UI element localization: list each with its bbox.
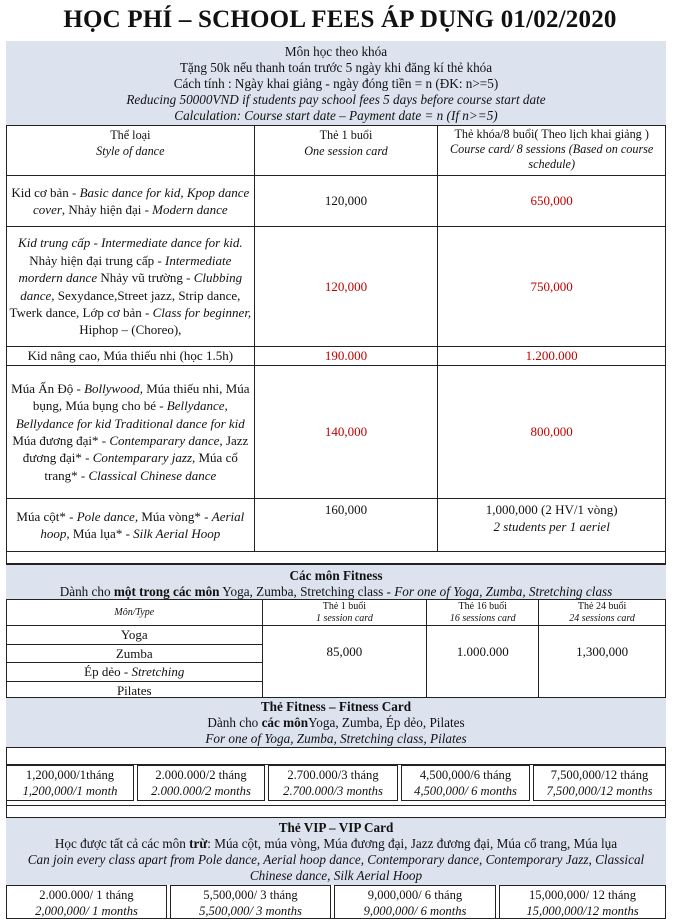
fitness-card-header [6, 697, 666, 747]
table-row [7, 176, 666, 227]
option-price-en: 2.000.000/2 months [151, 783, 251, 798]
style-text: Basic dance for kid, Kpop dance cover [33, 184, 250, 217]
style-header-en: Style of dance [96, 144, 165, 158]
style-text: Clubbing dance, [20, 270, 243, 303]
calculation-vi: Cách tính : Ngày khai giảng - ngày đóng tiền = n (ĐK: n>=5) [173, 76, 499, 91]
fitness-title: Các môn Fitness [289, 568, 383, 583]
fitness-card-title: Thẻ Fitness – Fitness Card [260, 699, 412, 714]
style-cell [7, 227, 255, 347]
single-header-en: One session card [304, 144, 388, 158]
fitness-subtitle [6, 584, 666, 600]
fitness-card-option [533, 765, 666, 801]
fitness-price: 85,000 [262, 626, 427, 700]
option-price-en: 4,500,000/ 6 months [414, 783, 517, 798]
course-price: 800,000 [438, 366, 666, 499]
col-en: 24 sessions card [569, 612, 635, 624]
option-price-en: 1,200,000/1 month [22, 783, 118, 798]
style-text: Aerial hoop, [40, 508, 245, 541]
style-text: Múa cổ trang* - [44, 450, 238, 483]
col-en: 16 sessions card [449, 612, 516, 624]
option-price-vi: 7,500,000/12 tháng [550, 768, 649, 782]
calculation-en: Calculation: Course start date – Payment date = n (If n>=5) [174, 108, 498, 123]
style-text: Múa thiếu nhi, Múa bụng, Múa bụng cho bé - [32, 380, 250, 414]
course-card-header-vi: Thẻ khóa/8 buổi( Theo lịch khai giảng ) [454, 127, 649, 141]
fitness-header [6, 564, 666, 599]
option-price-vi: 15,000,000/ 12 tháng [528, 888, 637, 902]
fitness-card-line2: For one of Yoga, Zumba, Stretching class, Pilates [205, 731, 467, 746]
divider [6, 747, 666, 748]
table-row [7, 499, 666, 552]
vip-title: Thẻ VIP – VIP Card [278, 820, 394, 835]
fitness-price-table [6, 599, 666, 700]
single-header-vi: Thẻ 1 buổi [319, 128, 373, 142]
single-price: 160,000 [254, 499, 438, 552]
style-cell [7, 176, 255, 227]
style-text: Múa Ấn Độ - [11, 380, 85, 396]
divider [6, 805, 666, 806]
style-text: Intermediate mordern dance [18, 252, 232, 286]
course-table-header [7, 126, 666, 176]
style-cell [7, 347, 255, 366]
fitness-col-header [539, 600, 666, 626]
option-price-vi: 9,000,000/ 6 tháng [367, 888, 463, 902]
option-price-vi: 5,500,000/ 3 tháng [203, 888, 298, 902]
page-title: HỌC PHÍ – SCHOOL FEES ÁP DỤNG 01/02/2020 [63, 6, 617, 33]
style-text: Nhảy vũ trường - [97, 270, 194, 286]
style-text: Hiphop – (Choreo), [79, 322, 182, 338]
single-price: 120,000 [254, 176, 438, 227]
fitness-sub-b: một trong các môn [113, 584, 220, 599]
course-price: 650,000 [438, 176, 666, 227]
style-text: Múa đương đại* - [12, 433, 110, 448]
fitness-card-line1 [6, 715, 666, 731]
style-text: Múa cột* - [16, 508, 77, 524]
style-text: Sexydance,Street jazz, Strip dance, Twerk dance, Lớp cơ bản - [9, 287, 241, 320]
course-price-table [6, 125, 666, 552]
style-text: Kid trung cấp - Intermediate dance for kid. [18, 235, 243, 251]
discount-note-en: Reducing 50000VND if students pay school fees 5 days before course start date [126, 92, 546, 107]
type-pilates: Pilates [116, 682, 152, 698]
option-price-en: 2.700.000/3 months [283, 783, 383, 798]
option-price-vi: 2.000.000/2 tháng [155, 768, 247, 782]
aerial-price-note: 2 students per 1 aeriel [493, 519, 610, 535]
course-price [438, 499, 666, 552]
fitness-sub-d: For one of Yoga, Zumba, Stretching class [394, 584, 613, 599]
type-header: Môn/Type [7, 600, 263, 626]
style-text: Modern dance [152, 202, 228, 217]
vip-line1 [6, 836, 666, 852]
vip-line2: Can join every class apart from Pole dance, Aerial hoop dance, Contemporary dance, Contemporary Jazz, Classical Chinese dance, Silk Aerial Hoop [27, 852, 645, 883]
style-text: Class for beginner, [152, 304, 252, 320]
option-price-en: 15,000,000/12 months [526, 903, 639, 918]
option-price-vi: 1,200,000/1tháng [25, 768, 115, 782]
style-text: Contemparary dance, [109, 433, 223, 448]
fitness-card-option [137, 765, 265, 801]
col-vi: Thẻ 16 buổi [458, 600, 507, 612]
table-row [7, 366, 666, 499]
vip-option [499, 885, 666, 919]
type-stretching-en: Stretching [131, 664, 185, 679]
fitness-sub-c: Yoga, Zumba, Stretching class - [219, 584, 395, 599]
option-price-en: 7,500,000/12 months [546, 783, 653, 798]
fc-b: các môn [261, 715, 309, 730]
single-price: 140,000 [254, 366, 438, 499]
fitness-card-option [6, 765, 134, 801]
fitness-card-option [268, 765, 398, 801]
style-cell [7, 499, 255, 552]
style-text: Kid nâng cao, Múa thiếu nhi (học 1.5h) [27, 348, 234, 364]
style-text: Bollywood, [84, 380, 143, 396]
style-text: Jazz đương đại* - [22, 433, 249, 466]
course-card-header-en: Course card/ 8 sessions (Based on course schedule) [450, 142, 654, 171]
single-price: 120,000 [254, 227, 438, 347]
table-row [7, 227, 666, 347]
type-zumba: Zumba [7, 645, 262, 664]
course-price: 750,000 [438, 227, 666, 347]
fc-a: Dành cho [207, 715, 262, 730]
course-header-title: Môn học theo khóa [284, 44, 388, 59]
fitness-price: 1.000.000 [427, 626, 539, 700]
fitness-col-header [262, 600, 427, 626]
vip-option [334, 885, 496, 919]
fitness-col-header [427, 600, 539, 626]
option-price-vi: 2.000.000/ 1 tháng [39, 888, 134, 902]
style-text: Kid cơ bản - [11, 184, 80, 200]
type-stretching-vi: Ép dẻo - [84, 664, 132, 679]
vip-option [6, 885, 167, 919]
type-list [7, 626, 263, 700]
col-vi: Thẻ 24 buổi [577, 600, 627, 612]
vip-option [170, 885, 331, 919]
style-header-vi: Thể loại [110, 128, 151, 142]
style-text: Múa vòng* - [138, 508, 212, 524]
col-vi: Thẻ 1 buổi [322, 600, 367, 612]
table-row [7, 347, 666, 366]
option-price-en: 9,000,000/ 6 months [363, 903, 467, 918]
option-price-vi: 4,500,000/6 tháng [419, 768, 512, 782]
vip-a: Học được tất cả các môn [54, 836, 190, 851]
fitness-sub-a: Dành cho [59, 584, 114, 599]
fitness-row [7, 626, 666, 700]
course-price: 1.200.000 [438, 347, 666, 366]
style-text: Silk Aerial Hoop [133, 526, 221, 541]
vip-c: : Múa cột, múa vòng, Múa đương đại, Jazz đương đại, Múa cổ trang, Múa lụa [207, 836, 618, 851]
course-header [6, 41, 666, 125]
col-en: 1 session card [315, 612, 373, 624]
style-text: , Nhảy hiện đại - [61, 202, 153, 217]
discount-note-vi: Tặng 50k nếu thanh toán trước 5 ngày khi đăng kí thẻ khóa [179, 60, 493, 75]
option-price-en: 5,500,000/ 3 months [199, 903, 302, 918]
style-header [7, 126, 255, 176]
style-text: Pole dance, [76, 508, 139, 524]
option-price-en: 2,000,000/ 1 months [35, 903, 138, 918]
course-card-header [438, 126, 666, 176]
single-price: 190.000 [254, 347, 438, 366]
option-price-vi: 2.700.000/3 tháng [287, 768, 379, 782]
style-text: Bellydance, Bellydance for kid Traditional dance for kid [15, 398, 245, 431]
type-yoga: Yoga [7, 626, 262, 645]
style-text: Nhảy hiện đại trung cấp - [29, 252, 165, 268]
single-header [254, 126, 438, 176]
fc-c: Yoga, Zumba, Ép dẻo, Pilates [308, 715, 465, 730]
style-cell [7, 366, 255, 499]
fitness-price: 1,300,000 [539, 626, 666, 700]
vip-b: trừ [189, 836, 208, 851]
style-text: Classical Chinese dance [88, 467, 217, 483]
style-text: Múa lụa* - [69, 526, 134, 541]
style-text: Contemparary jazz, [92, 450, 196, 466]
aerial-price: 1,000,000 (2 HV/1 vòng) [485, 502, 618, 517]
vip-header [6, 817, 666, 885]
fitness-table-header [7, 600, 666, 626]
fitness-card-option [401, 765, 530, 801]
type-stretching [7, 663, 262, 682]
